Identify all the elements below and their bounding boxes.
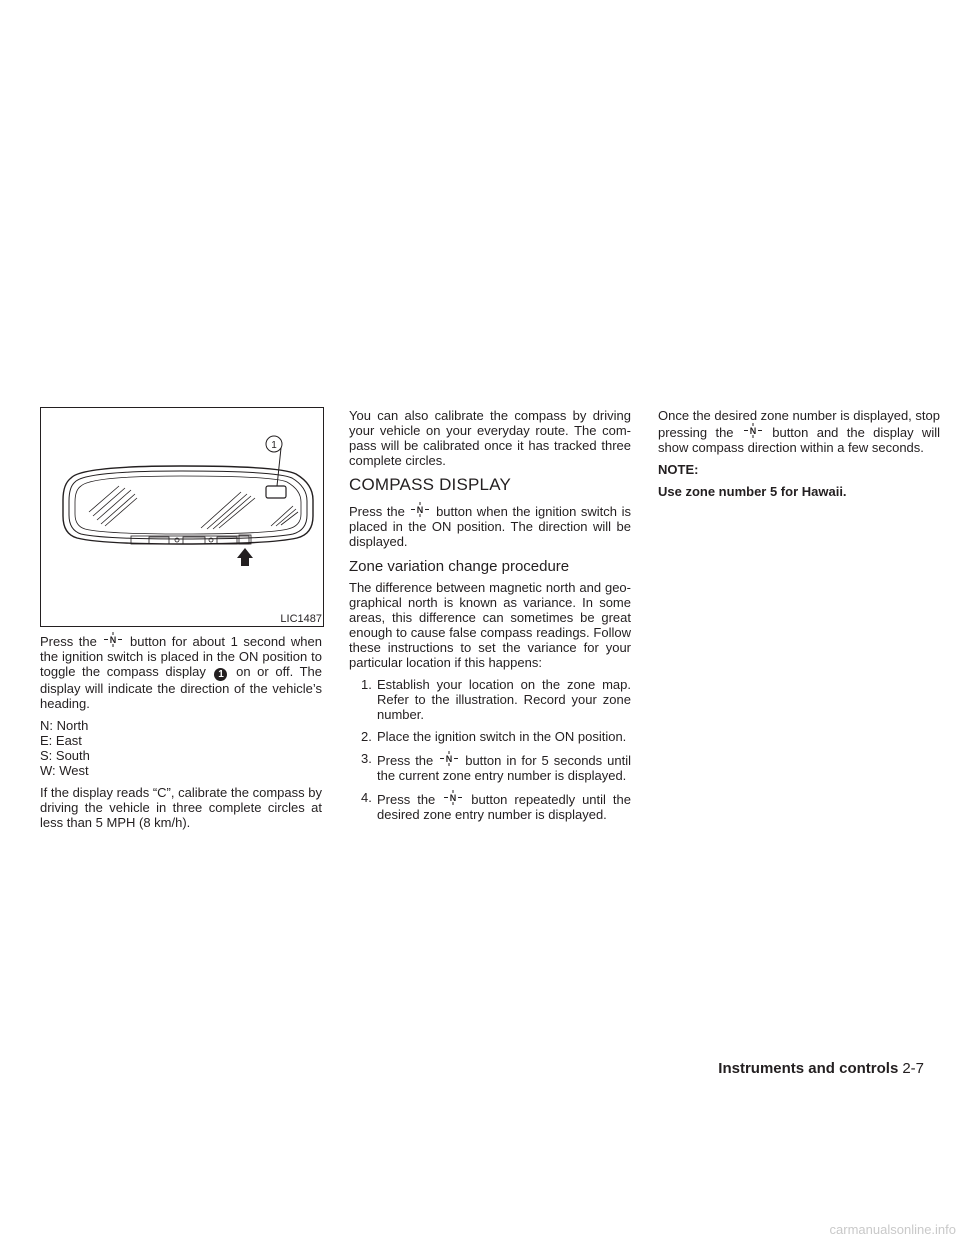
step-number: 3. bbox=[361, 751, 372, 766]
also-calibrate-paragraph: You can also calibrate the compass by driving your vehicle on your everyday route. The com-pass will be calibrated once it has tracked three complete circles. bbox=[349, 408, 631, 468]
svg-text:N: N bbox=[446, 754, 453, 764]
display-before: Press the bbox=[349, 504, 405, 519]
step-text-after: button repeatedly until the desired zone entry number is displayed. bbox=[377, 792, 631, 822]
intro-before: Press the bbox=[40, 634, 97, 649]
step-text: Establish your location on the zone map. Refer to the illustration. Record your zone number. bbox=[377, 677, 631, 722]
direction-north: N: North bbox=[40, 718, 89, 733]
calibrate-paragraph: If the display reads “C”, calibrate the compass by driving the vehicle in three complete circles at less than 5 MPH (8 km/h). bbox=[40, 785, 322, 830]
zone-variation-heading: Zone variation change procedure bbox=[349, 558, 570, 575]
compass-button-icon bbox=[444, 790, 462, 805]
compass-display-heading: COMPASS DISPLAY bbox=[349, 475, 512, 494]
step-item bbox=[349, 790, 631, 822]
direction-west: W: West bbox=[40, 763, 89, 778]
direction-south: S: South bbox=[40, 748, 90, 763]
variance-paragraph: The difference between magnetic north and geo-graphical north is known as variance. In some areas, this difference can sometimes be great enough to cause false compass readings. Follow these instructions to set the variance for your particular location if this happens: bbox=[349, 580, 631, 670]
page-footer bbox=[700, 1060, 924, 1078]
note-label: NOTE: bbox=[658, 462, 699, 477]
direction-list bbox=[40, 718, 322, 778]
compass-button-icon bbox=[440, 751, 458, 766]
compass-button-icon bbox=[411, 502, 429, 517]
svg-text:N: N bbox=[450, 793, 457, 803]
right-column bbox=[658, 408, 940, 506]
watermark: carmanualsonline.info bbox=[829, 1222, 956, 1237]
step-number: 1. bbox=[361, 677, 372, 692]
compass-display-paragraph bbox=[349, 502, 631, 549]
compass-button-icon bbox=[104, 632, 122, 647]
step-text-before: Press the bbox=[377, 792, 436, 807]
section-title: Instruments and controls bbox=[718, 1060, 899, 1077]
svg-text:N: N bbox=[749, 426, 757, 436]
page-number: 2-7 bbox=[902, 1060, 924, 1077]
step-text-before: Press the bbox=[377, 753, 434, 768]
compass-button-icon bbox=[744, 423, 762, 438]
figure-code: LIC1487 bbox=[280, 613, 322, 625]
once-paragraph bbox=[658, 408, 940, 455]
step-item bbox=[349, 751, 631, 783]
once-before: Once the desired zone number is displayed, stop pressing the bbox=[658, 408, 940, 440]
left-column bbox=[40, 632, 322, 837]
note-text: Use zone number 5 for Hawaii. bbox=[658, 484, 847, 499]
callout-1-icon: 1 bbox=[214, 668, 227, 681]
intro-paragraph bbox=[40, 632, 322, 711]
direction-east: E: East bbox=[40, 733, 82, 748]
svg-text:N: N bbox=[110, 635, 117, 645]
middle-column bbox=[349, 408, 631, 829]
intro-end: on or off. The display will indicate the direction of the vehicle’s heading. bbox=[40, 664, 322, 711]
step-number: 4. bbox=[361, 790, 372, 805]
step-item bbox=[349, 677, 631, 722]
display-after: button when the ignition switch is placed in the ON position. The direction will be displayed. bbox=[349, 504, 631, 549]
mirror-drawing bbox=[41, 408, 323, 626]
mirror-illustration bbox=[40, 407, 324, 627]
svg-text:N: N bbox=[417, 505, 424, 515]
once-after: button and the display will show compass direction within a few seconds. bbox=[658, 425, 940, 455]
step-number: 2. bbox=[361, 729, 372, 744]
step-text: Place the ignition switch in the ON position. bbox=[377, 729, 627, 744]
intro-after: button for about 1 second when the ignition switch is placed in the ON position to toggle the compass display bbox=[40, 634, 322, 679]
procedure-steps bbox=[349, 677, 631, 822]
callout-number: 1 bbox=[271, 440, 277, 451]
step-item bbox=[349, 729, 631, 744]
step-text-after: button in for 5 seconds until the current zone entry number is displayed. bbox=[377, 753, 631, 783]
